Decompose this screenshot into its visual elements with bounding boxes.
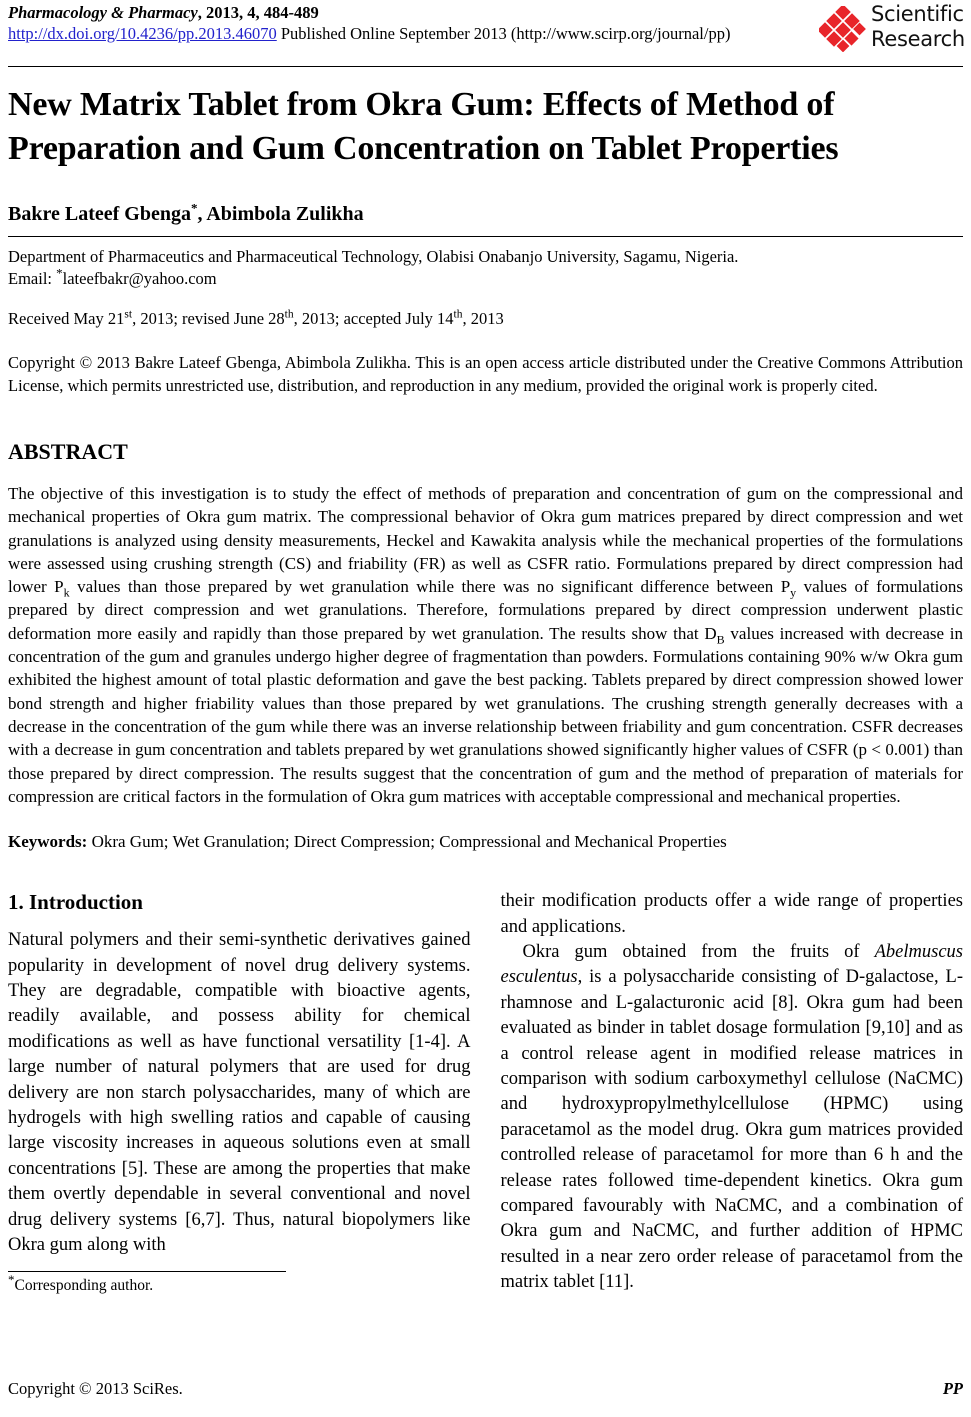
email-line (8, 265, 963, 290)
right-paragraph-1: their modification products offer a wide range of properties and applications. (500, 891, 963, 937)
footer-journal-abbrev: PP (942, 1379, 963, 1398)
author-name-2: , Abimbola Zulikha (197, 203, 364, 225)
page-title: New Matrix Tablet from Okra Gum: Effects of Method of Preparation and Gum Concentration on Tablet Properties (8, 86, 839, 167)
diamond-logo-icon (819, 6, 867, 52)
body-columns (8, 889, 963, 1296)
scientific-research-logo (817, 2, 963, 56)
abstract-part-2: values than those prepared by wet granulation while there was no significant difference between P (69, 577, 791, 597)
email-label: Email: (8, 269, 57, 288)
abstract-subscript-k: k (63, 585, 70, 600)
footnote-star-marker: * (8, 1271, 15, 1287)
accepted-label: , 2013; accepted July 14 (293, 309, 454, 328)
abstract-part-1: The objective of this investigation is to study the effect of methods of preparation and concentration of gum on the compressional and mechanical properties of Okra gum matrix. The compressional behavior of Okra gum matrices prepared by direct compression and wet granulations is analyzed using density measurements, Heckel and Kawakita analysis while the mechanical properties of the formulations were assessed using crushing strength (CS) and friability (FR) as well as CSFR ratio. Formulations prepared by direct compression had lower P (8, 484, 963, 597)
accepted-year: , 2013 (462, 309, 504, 328)
author-divider (8, 236, 963, 237)
abstract-subscript-b: B (716, 632, 725, 647)
affiliation-block (8, 246, 963, 290)
publication-info: Published Online September 2013 (http://www.scirp.org/journal/pp) (276, 24, 731, 43)
doi-link[interactable]: http://dx.doi.org/10.4236/pp.2013.46070 (8, 24, 277, 43)
right-column (501, 889, 964, 1296)
affiliation-line: Department of Pharmaceutics and Pharmaceutical Technology, Olabisi Onabanjo University, Sagamu, Nigeria. (8, 247, 739, 266)
footnote-label: Corresponding author. (14, 1276, 154, 1294)
logo-text-line-2: Research (871, 27, 965, 51)
email-address: lateefbakr@yahoo.com (62, 269, 217, 288)
footnote-text (8, 1271, 471, 1296)
page-footer (8, 1379, 963, 1399)
author-list (8, 201, 963, 227)
keywords-label: Keywords: (8, 832, 92, 852)
doi-line (8, 23, 808, 44)
received-ordinal: st (124, 308, 133, 321)
corresponding-author-marker: * (190, 200, 198, 216)
submission-dates (8, 308, 963, 330)
journal-citation-line (8, 3, 808, 23)
okra-gum-intro-pre: Okra gum obtained from the fruits of (522, 941, 875, 962)
revised-label: , 2013; revised June 28 (132, 309, 285, 328)
species-name-italic: Abelmuscus esculentus (500, 941, 963, 988)
keywords-line (8, 830, 963, 853)
journal-volume-pages: , 2013, 4, 484-489 (197, 3, 319, 22)
logo-text-line-1: Scientific (871, 2, 964, 26)
abstract-text (8, 482, 963, 808)
copyright-license-note: Copyright © 2013 Bakre Lateef Gbenga, Abimbola Zulikha. This is an open access article distributed under the Creative Commons Attribution License, which permits unrestricted use, distribution, and reproduction in any medium, provided the original work is properly cited. (8, 353, 963, 395)
footer-copyright: Copyright © 2013 SciRes. (8, 1379, 183, 1398)
title-block (8, 67, 963, 171)
accepted-ordinal: th (453, 308, 463, 321)
abstract-heading: ABSTRACT (8, 439, 128, 464)
email-star-marker: * (56, 265, 63, 281)
journal-name: Pharmacology & Pharmacy (8, 3, 198, 22)
okra-gum-intro-post: , is a polysaccharide consisting of D-galactose, L-rhamnose and L-galacturonic acid [8]. Okra gum had been evaluated as binder in tablet dosage formulation [9,10] and as a control release agent in modified release matrices in comparison with sodium carboxymethyl cellulose (NaCMC) and hydroxypropylmethylcellulose (HPMC) using paracetamol as the model drug. Okra gum matrices provided controlled release of paracetamol for more than 6 h and the release rates followed time-dependent kinetics. Okra gum compared favourably with NaCMC, and a combination of Okra gum and NaCMC, and further addition of HPMC resulted in a near zero order release of paracetamol from the matrix tablet [11]. (500, 967, 963, 1293)
keywords-value: Okra Gum; Wet Granulation; Direct Compression; Compressional and Mechanical Properties (91, 832, 727, 852)
abstract-part-3: values of formulations prepared by direct compression and wet granulations. Therefore, formulations prepared by direct compression underwent plastic deformation more easily and rapidly than those prepared by wet granulation. The results show that D (8, 577, 964, 643)
received-label: Received May 21 (8, 309, 125, 328)
masthead-citation-block (8, 3, 808, 44)
right-paragraph-2 (501, 940, 964, 1296)
abstract-part-4: values increased with decrease in concentration of the gum and granules undergo higher degree of fragmentation than powders. Formulations containing 90% w/w Okra gum exhibited the highest amount of total plastic deformation and gave the best packing. Tablets prepared by direct compression showed lower bond strength and higher friability values than those prepared by wet granulations. The crushing strength generally decreases with a decrease in the concentration of the gum while there was an inverse relationship between friability and gum concentration. CSFR decreases with a decrease in gum concentration and tablets prepared by wet granulations showed significantly higher values of CSFR (p < 0.001) than those prepared by direct compression. The results suggest that the concentration of gum and the method of preparation of materials for compression are critical factors in the formulation of Okra gum matrices with acceptable compressional and mechanical properties. (8, 623, 963, 806)
abstract-subscript-y: y (790, 585, 797, 600)
footnote-block (8, 1271, 471, 1296)
revised-ordinal: th (284, 308, 294, 321)
intro-paragraph-1: Natural polymers and their semi-synthetic derivatives gained popularity in development of novel drug delivery systems. They are degradable, compatible with bioactive agents, readily available, and possess ability for chemical modifications as well as have functional versatility [1-4]. A large number of natural polymers that are used for drug delivery are non starch polysaccharides, many of which are hydrogels with high swelling ratios and capable of causing large viscosity increases in aqueous solutions even at small concentrations [5]. These are among the properties that make them overtly dependable in several conventional and novel drug delivery systems [6,7]. Thus, natural biopolymers like Okra gum along with (8, 930, 471, 1256)
footnote-divider (8, 1271, 286, 1272)
logo-text (871, 2, 965, 52)
section-heading-introduction: 1. Introduction (8, 890, 143, 915)
left-column (8, 889, 471, 1296)
masthead (8, 0, 963, 66)
author-name-1: Bakre Lateef Gbenga (8, 203, 191, 225)
